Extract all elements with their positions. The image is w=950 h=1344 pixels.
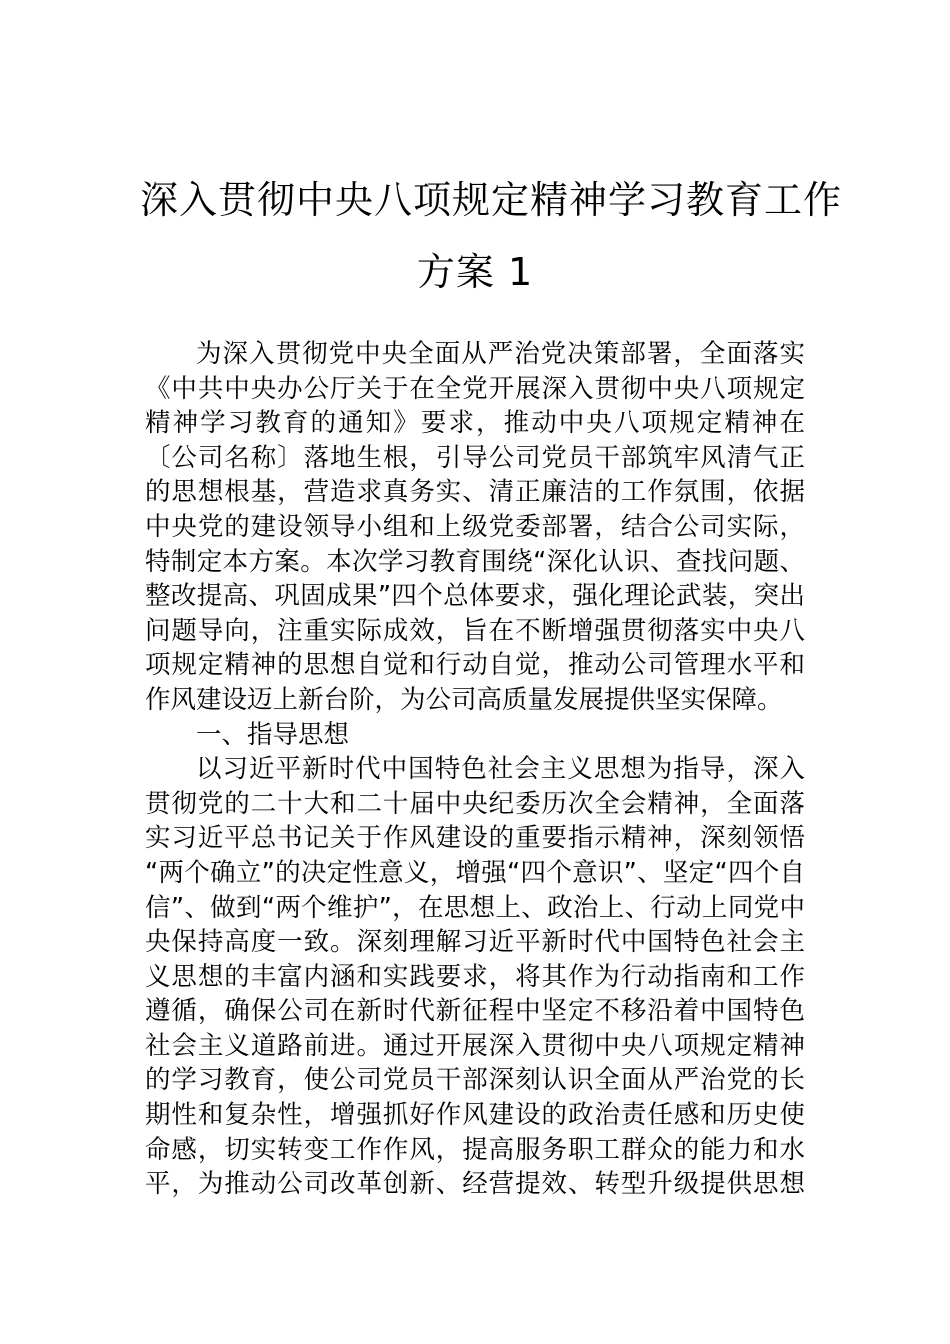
intro-paragraph-line: 《中共中央办公厅关于在全党开展深入贯彻中央八项规定 — [145, 373, 805, 404]
section-heading: 一、指导思想 — [196, 719, 350, 750]
intro-paragraph-line: 作风建设迈上新台阶，为公司高质量发展提供坚实保障。 — [145, 684, 783, 715]
intro-paragraph-line: 特制定本方案。本次学习教育围绕“深化认识、查找问题、 — [145, 546, 805, 577]
guiding-thought-line: 平，为推动公司改革创新、经营提效、转型升级提供思想 — [145, 1169, 805, 1200]
document-title-line-2: 方案 1 — [416, 250, 534, 294]
document-title-line-1: 深入贯彻中央八项规定精神学习教育工作 — [140, 178, 843, 222]
guiding-thought-line: 央保持高度一致。深刻理解习近平新时代中国特色社会主 — [145, 927, 805, 958]
intro-paragraph-line: 问题导向，注重实际成效，旨在不断增强贯彻落实中央八 — [145, 615, 805, 646]
guiding-thought-line: 遵循，确保公司在新时代新征程中坚定不移沿着中国特色 — [145, 996, 805, 1027]
guiding-thought-line: 社会主义道路前进。通过开展深入贯彻中央八项规定精神 — [145, 1030, 805, 1061]
guiding-thought-line: 信”、做到“两个维护”，在思想上、政治上、行动上同党中 — [145, 892, 805, 923]
intro-paragraph-line: 中央党的建设领导小组和上级党委部署，结合公司实际， — [145, 511, 805, 542]
guiding-thought-line: 贯彻党的二十大和二十届中央纪委历次全会精神，全面落 — [145, 788, 805, 819]
guiding-thought-line: 的学习教育，使公司党员干部深刻认识全面从严治党的长 — [145, 1065, 805, 1096]
guiding-thought-line: 期性和复杂性，增强抓好作风建设的政治责任感和历史使 — [145, 1100, 805, 1131]
intro-paragraph-line: 精神学习教育的通知》要求，推动中央八项规定精神在 — [145, 408, 805, 439]
guiding-thought-line: 实习近平总书记关于作风建设的重要指示精神，深刻领悟 — [145, 823, 805, 854]
guiding-thought-line: 命感，切实转变工作作风，提高服务职工群众的能力和水 — [145, 1134, 805, 1165]
intro-paragraph-line: 的思想根基，营造求真务实、清正廉洁的工作氛围，依据 — [145, 477, 805, 508]
intro-paragraph-line: 〔公司名称〕落地生根，引导公司党员干部筑牢风清气正 — [145, 442, 805, 473]
intro-paragraph-line: 整改提高、巩固成果”四个总体要求，强化理论武装，突出 — [145, 581, 805, 612]
guiding-thought-line: 以习近平新时代中国特色社会主义思想为指导，深入 — [196, 754, 805, 785]
guiding-thought-line: “两个确立”的决定性意义，增强“四个意识”、坚定“四个自 — [145, 857, 805, 888]
intro-paragraph-line: 项规定精神的思想自觉和行动自觉，推动公司管理水平和 — [145, 650, 805, 681]
document-body — [145, 337, 805, 1202]
intro-paragraph-line: 为深入贯彻党中央全面从严治党决策部署，全面落实 — [196, 339, 805, 369]
guiding-thought-line: 义思想的丰富内涵和实践要求，将其作为行动指南和工作 — [145, 961, 805, 992]
